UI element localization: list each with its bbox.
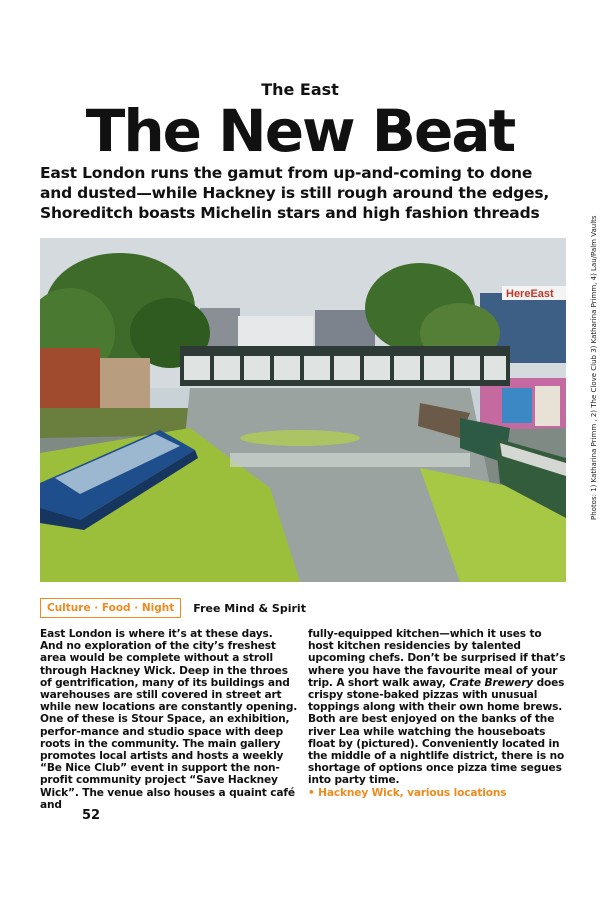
location-bullet: • [308, 786, 315, 799]
page-number: 52 [82, 808, 101, 823]
body-column-left [40, 628, 298, 811]
section-kicker: The East [261, 80, 339, 99]
body-text-right-part2: does crispy stone-baked pizzas with unusual toppings along with their own home brews. Both are best enjoyed on the banks of the river Lea while watching the houseboats float by (pictured). Conveniently located in the middle of a nightlife district, there is no shortage of options once pizza time segues into party time. [308, 676, 565, 787]
body-text-right-part1: fully-equipped kitchen—which it uses to host kitchen residencies by talented upcoming chefs. Don’t be surprised if that’s where you have the favourite meal of your trip. A short walk away, [308, 628, 566, 689]
deck-text: East London runs the gamut from up-and-coming to done and dusted—while Hackney is still rough around the edges, Shoreditch boasts Michelin stars and high fashion threads [40, 164, 550, 222]
category-tags: Culture · Food · Night [40, 598, 181, 618]
body-text-right [308, 628, 566, 787]
body-column-right [308, 628, 566, 799]
hereeast-sign: HereEast [506, 288, 554, 300]
crate-brewery-name: Crate Brewery [449, 676, 534, 689]
page-title: The New Beat [85, 97, 515, 165]
location-text: Hackney Wick, various locations [318, 786, 507, 799]
body-text-left: East London is where it’s at these days. And no exploration of the city’s freshest area would be complete without a stroll through Hackney Wick. Deep in the throes of gentrification, many of its buildings and warehouses are still covered in street art while new locations are constantly opening. One of these is Stour Space, an exhibition, perfor-mance and studio space with deep roots in the community. The main gallery promotes local artists and hosts a weekly “Be Nice Club” event in support the non-profit community project “Save Hackney Wick”. The venue also houses a quaint café and [40, 628, 298, 811]
category-row [40, 598, 306, 618]
photo-credit: Photos: 1) Katharina Primm , 2) The Clove Club 3) Katharina Primm, 4) Lau/Palm Vaults [590, 215, 598, 520]
canal-photo [40, 238, 566, 582]
location-line [308, 787, 566, 799]
venue-name: Free Mind & Spirit [193, 601, 306, 615]
